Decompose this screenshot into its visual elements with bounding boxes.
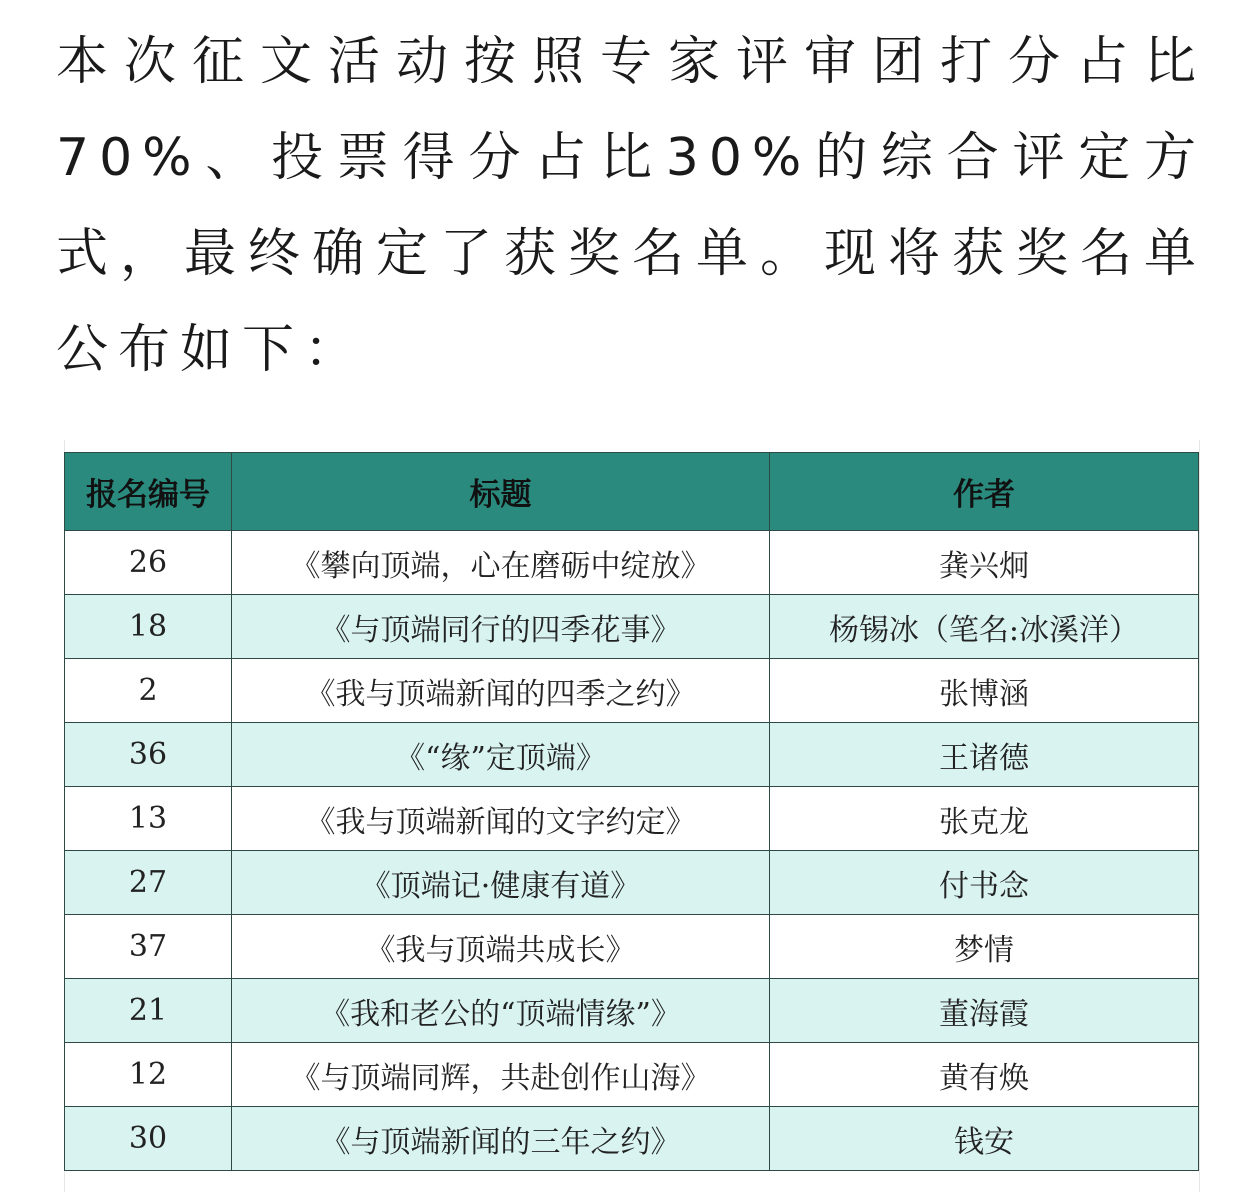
table-row	[65, 531, 1199, 595]
cell-title: 《我与顶端新闻的四季之约》	[232, 659, 770, 723]
table-row	[65, 659, 1199, 723]
cell-title: 《“缘”定顶端》	[232, 723, 770, 787]
cell-author: 王诸德	[770, 723, 1199, 787]
cell-title: 《顶端记·健康有道》	[232, 851, 770, 915]
cell-registration-number: 36	[65, 723, 232, 787]
awards-table-container	[64, 452, 1198, 1171]
cell-title: 《与顶端同辉，共赴创作山海》	[232, 1043, 770, 1107]
cell-registration-number: 30	[65, 1107, 232, 1171]
cell-author: 钱安	[770, 1107, 1199, 1171]
cell-title: 《攀向顶端，心在磨砺中绽放》	[232, 531, 770, 595]
cell-registration-number: 26	[65, 531, 232, 595]
cell-title: 《与顶端新闻的三年之约》	[232, 1107, 770, 1171]
header-registration-number: 报名编号	[65, 453, 232, 531]
cell-title: 《与顶端同行的四季花事》	[232, 595, 770, 659]
cell-registration-number: 12	[65, 1043, 232, 1107]
cell-registration-number: 21	[65, 979, 232, 1043]
header-title: 标题	[232, 453, 770, 531]
cell-author: 付书念	[770, 851, 1199, 915]
cell-registration-number: 18	[65, 595, 232, 659]
cell-title: 《我与顶端共成长》	[232, 915, 770, 979]
cell-author: 梦情	[770, 915, 1199, 979]
table-header-row	[65, 453, 1199, 531]
table-row	[65, 1043, 1199, 1107]
table-row	[65, 851, 1199, 915]
table-row	[65, 979, 1199, 1043]
cell-registration-number: 27	[65, 851, 232, 915]
table-row	[65, 595, 1199, 659]
cell-title: 《我和老公的“顶端情缘”》	[232, 979, 770, 1043]
cell-registration-number: 2	[65, 659, 232, 723]
cell-author: 董海霞	[770, 979, 1199, 1043]
cell-author: 张博涵	[770, 659, 1199, 723]
cell-registration-number: 37	[65, 915, 232, 979]
table-row	[65, 915, 1199, 979]
cell-author: 张克龙	[770, 787, 1199, 851]
cell-title: 《我与顶端新闻的文字约定》	[232, 787, 770, 851]
intro-paragraph: 本次征文活动按照专家评审团打分占比70%、投票得分占比30%的综合评定方式，最终确定了获奖名单。现将获奖名单公布如下：	[56, 32, 1206, 380]
cell-registration-number: 13	[65, 787, 232, 851]
header-author: 作者	[770, 453, 1199, 531]
cell-author: 黄有焕	[770, 1043, 1199, 1107]
table-row	[65, 787, 1199, 851]
table-row	[65, 1107, 1199, 1171]
awards-table	[64, 452, 1199, 1171]
table-row	[65, 723, 1199, 787]
cell-author: 龚兴炯	[770, 531, 1199, 595]
cell-author: 杨锡冰（笔名:冰溪洋）	[770, 595, 1199, 659]
